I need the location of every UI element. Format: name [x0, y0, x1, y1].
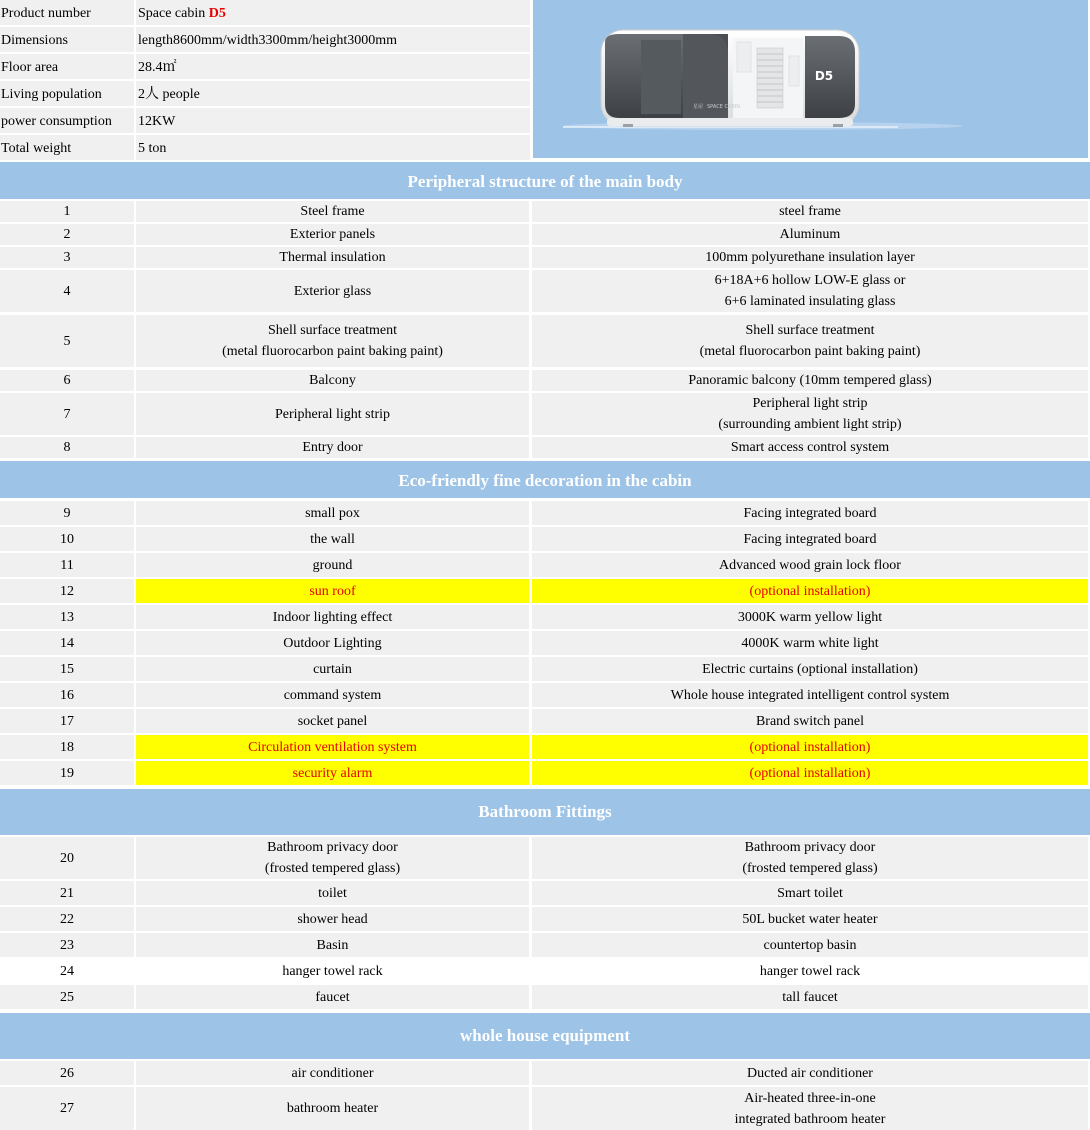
row-spec: Whole house integrated intelligent control system: [532, 683, 1088, 707]
row-item-line2: (metal fluorocarbon paint baking paint): [222, 344, 443, 359]
row-spec: [532, 837, 1088, 879]
table-row: [0, 393, 1090, 435]
row-spec: 50L bucket water heater: [532, 907, 1088, 931]
row-spec: Ducted air conditioner: [532, 1061, 1088, 1085]
row-number: 20: [0, 837, 134, 879]
row-spec: Electric curtains (optional installation): [532, 657, 1088, 681]
row-number: 27: [0, 1087, 134, 1130]
spec-key: Living population: [1, 87, 102, 102]
product-spec-summary: [0, 0, 1090, 160]
spec-value: 2人 people: [138, 87, 200, 102]
spec-key: Total weight: [1, 141, 72, 156]
row-spec: Smart access control system: [532, 437, 1088, 458]
row-spec-line2: (frosted tempered glass): [742, 861, 878, 876]
row-number: 11: [0, 553, 134, 577]
table-row: [0, 907, 1090, 931]
row-spec: [532, 315, 1088, 367]
row-item: Circulation ventilation system: [136, 735, 529, 759]
row-number: 24: [0, 959, 134, 983]
row-spec: 3000K warm yellow light: [532, 605, 1088, 629]
table-row: [0, 315, 1090, 367]
table-row: [0, 224, 1090, 245]
row-number: 15: [0, 657, 134, 681]
row-item: Indoor lighting effect: [136, 605, 529, 629]
row-number: 9: [0, 501, 134, 525]
spec-row-total-weight: [0, 135, 530, 160]
row-item: shower head: [136, 907, 529, 931]
row-spec: tall faucet: [532, 985, 1088, 1009]
table-row: [0, 247, 1090, 268]
row-item: Outdoor Lighting: [136, 631, 529, 655]
row-number: 17: [0, 709, 134, 733]
row-number: 3: [0, 247, 134, 268]
row-number: 12: [0, 579, 134, 603]
table-row: [0, 631, 1090, 655]
row-number: 4: [0, 270, 134, 312]
row-spec: steel frame: [532, 201, 1088, 222]
row-item: Peripheral light strip: [136, 393, 529, 435]
row-spec-line1: Peripheral light strip: [752, 396, 868, 411]
spec-key: power consumption: [1, 114, 112, 129]
spec-key: Floor area: [1, 60, 59, 75]
row-item: faucet: [136, 985, 529, 1009]
row-item: Exterior glass: [136, 270, 529, 312]
spec-row-product-number: [0, 0, 530, 25]
section-header-equipment: whole house equipment: [0, 1013, 1090, 1059]
row-item-line1: Bathroom privacy door: [267, 840, 398, 855]
row-number: 6: [0, 370, 134, 391]
row-spec-line2: 6+6 laminated insulating glass: [724, 294, 896, 309]
table-row: [0, 370, 1090, 391]
table-row: [0, 270, 1090, 312]
table-row: [0, 837, 1090, 879]
row-item: Thermal insulation: [136, 247, 529, 268]
table-row: [0, 501, 1090, 525]
row-number: 10: [0, 527, 134, 551]
row-spec: Facing integrated board: [532, 527, 1088, 551]
table-row: [0, 527, 1090, 551]
row-spec: [532, 270, 1088, 312]
table-row: [0, 437, 1090, 458]
row-spec-line2: (surrounding ambient light strip): [718, 417, 902, 432]
row-spec-line2: (metal fluorocarbon paint baking paint): [699, 344, 921, 359]
row-item: Basin: [136, 933, 529, 957]
row-item-line2: (frosted tempered glass): [264, 861, 401, 876]
row-item: the wall: [136, 527, 529, 551]
row-item: Entry door: [136, 437, 529, 458]
row-item: command system: [136, 683, 529, 707]
spec-row-living-population: [0, 81, 530, 106]
row-item: toilet: [136, 881, 529, 905]
row-number: 25: [0, 985, 134, 1009]
section-header-bathroom: Bathroom Fittings: [0, 789, 1090, 835]
row-spec: [532, 393, 1088, 435]
spec-row-dimensions: [0, 27, 530, 52]
row-number: 23: [0, 933, 134, 957]
row-spec: Panoramic balcony (10mm tempered glass): [532, 370, 1088, 391]
table-row-optional: [0, 579, 1090, 603]
row-item: air conditioner: [136, 1061, 529, 1085]
row-spec: Smart toilet: [532, 881, 1088, 905]
row-number: 13: [0, 605, 134, 629]
row-item: ground: [136, 553, 529, 577]
row-spec-line1: Bathroom privacy door: [744, 840, 876, 855]
row-number: 7: [0, 393, 134, 435]
brand-subtext: 星屋: [693, 104, 704, 110]
table-row: [0, 605, 1090, 629]
table-row: [0, 683, 1090, 707]
row-number: 18: [0, 735, 134, 759]
row-spec: Aluminum: [532, 224, 1088, 245]
row-item: curtain: [136, 657, 529, 681]
spec-row-floor-area: [0, 54, 530, 79]
row-number: 26: [0, 1061, 134, 1085]
row-number: 16: [0, 683, 134, 707]
table-row: [0, 881, 1090, 905]
spec-key: Dimensions: [1, 33, 68, 48]
row-spec: Advanced wood grain lock floor: [532, 553, 1088, 577]
row-item: bathroom heater: [136, 1087, 529, 1130]
section-header-peripheral: Peripheral structure of the main body: [0, 162, 1090, 199]
model-badge: D5: [814, 69, 834, 83]
section-header-decoration: Eco-friendly fine decoration in the cabin: [0, 461, 1090, 498]
row-spec: countertop basin: [532, 933, 1088, 957]
spec-value: 5 ton: [138, 141, 167, 156]
row-spec-line1: 6+18A+6 hollow LOW-E glass or: [714, 273, 906, 288]
row-spec: [532, 1087, 1088, 1130]
row-spec: hanger towel rack: [532, 959, 1088, 983]
spec-value: length8600mm/width3300mm/height3000mm: [138, 33, 397, 48]
row-item: Exterior panels: [136, 224, 529, 245]
row-item: security alarm: [136, 761, 529, 785]
spec-key: Product number: [1, 6, 91, 21]
row-spec-line1: Shell surface treatment: [745, 323, 875, 338]
table-row: [0, 553, 1090, 577]
table-row: [0, 959, 1090, 983]
table-row-optional: [0, 761, 1090, 785]
row-item-line1: Shell surface treatment: [267, 323, 398, 338]
table-row: [0, 1087, 1090, 1130]
row-spec: (optional installation): [532, 579, 1088, 603]
row-number: 2: [0, 224, 134, 245]
table-row: [0, 657, 1090, 681]
row-item: sun roof: [136, 579, 529, 603]
row-item: small pox: [136, 501, 529, 525]
table-row: [0, 201, 1090, 222]
table-row-optional: [0, 735, 1090, 759]
row-item: Steel frame: [136, 201, 529, 222]
spec-row-power-consumption: [0, 108, 530, 133]
row-number: 5: [0, 315, 134, 367]
row-item: hanger towel rack: [136, 959, 529, 983]
row-item: socket panel: [136, 709, 529, 733]
row-spec: Brand switch panel: [532, 709, 1088, 733]
row-number: 21: [0, 881, 134, 905]
space-cabin-illustration: [533, 0, 1088, 158]
model-code: D5: [208, 6, 226, 21]
row-spec-line1: Air-heated three-in-one: [744, 1090, 876, 1106]
brand-text: SPACE CABIN: [707, 104, 740, 110]
row-spec-line2: integrated bathroom heater: [734, 1111, 886, 1127]
row-spec: (optional installation): [532, 735, 1088, 759]
row-spec: 100mm polyurethane insulation layer: [532, 247, 1088, 268]
row-item: [136, 837, 529, 879]
row-number: 8: [0, 437, 134, 458]
spec-value: 12KW: [138, 114, 176, 129]
row-number: 14: [0, 631, 134, 655]
spec-value: 28.4㎡: [138, 60, 177, 75]
spec-value: [136, 0, 528, 25]
row-number: 1: [0, 201, 134, 222]
row-spec: Facing integrated board: [532, 501, 1088, 525]
row-spec: 4000K warm white light: [532, 631, 1088, 655]
row-item: [136, 315, 529, 367]
product-name: Space cabin: [138, 6, 209, 21]
row-spec: (optional installation): [532, 761, 1088, 785]
row-number: 19: [0, 761, 134, 785]
row-item: Balcony: [136, 370, 529, 391]
table-row: [0, 985, 1090, 1009]
row-number: 22: [0, 907, 134, 931]
table-row: [0, 933, 1090, 957]
table-row: [0, 709, 1090, 733]
product-image: [533, 0, 1088, 158]
table-row: [0, 1061, 1090, 1085]
